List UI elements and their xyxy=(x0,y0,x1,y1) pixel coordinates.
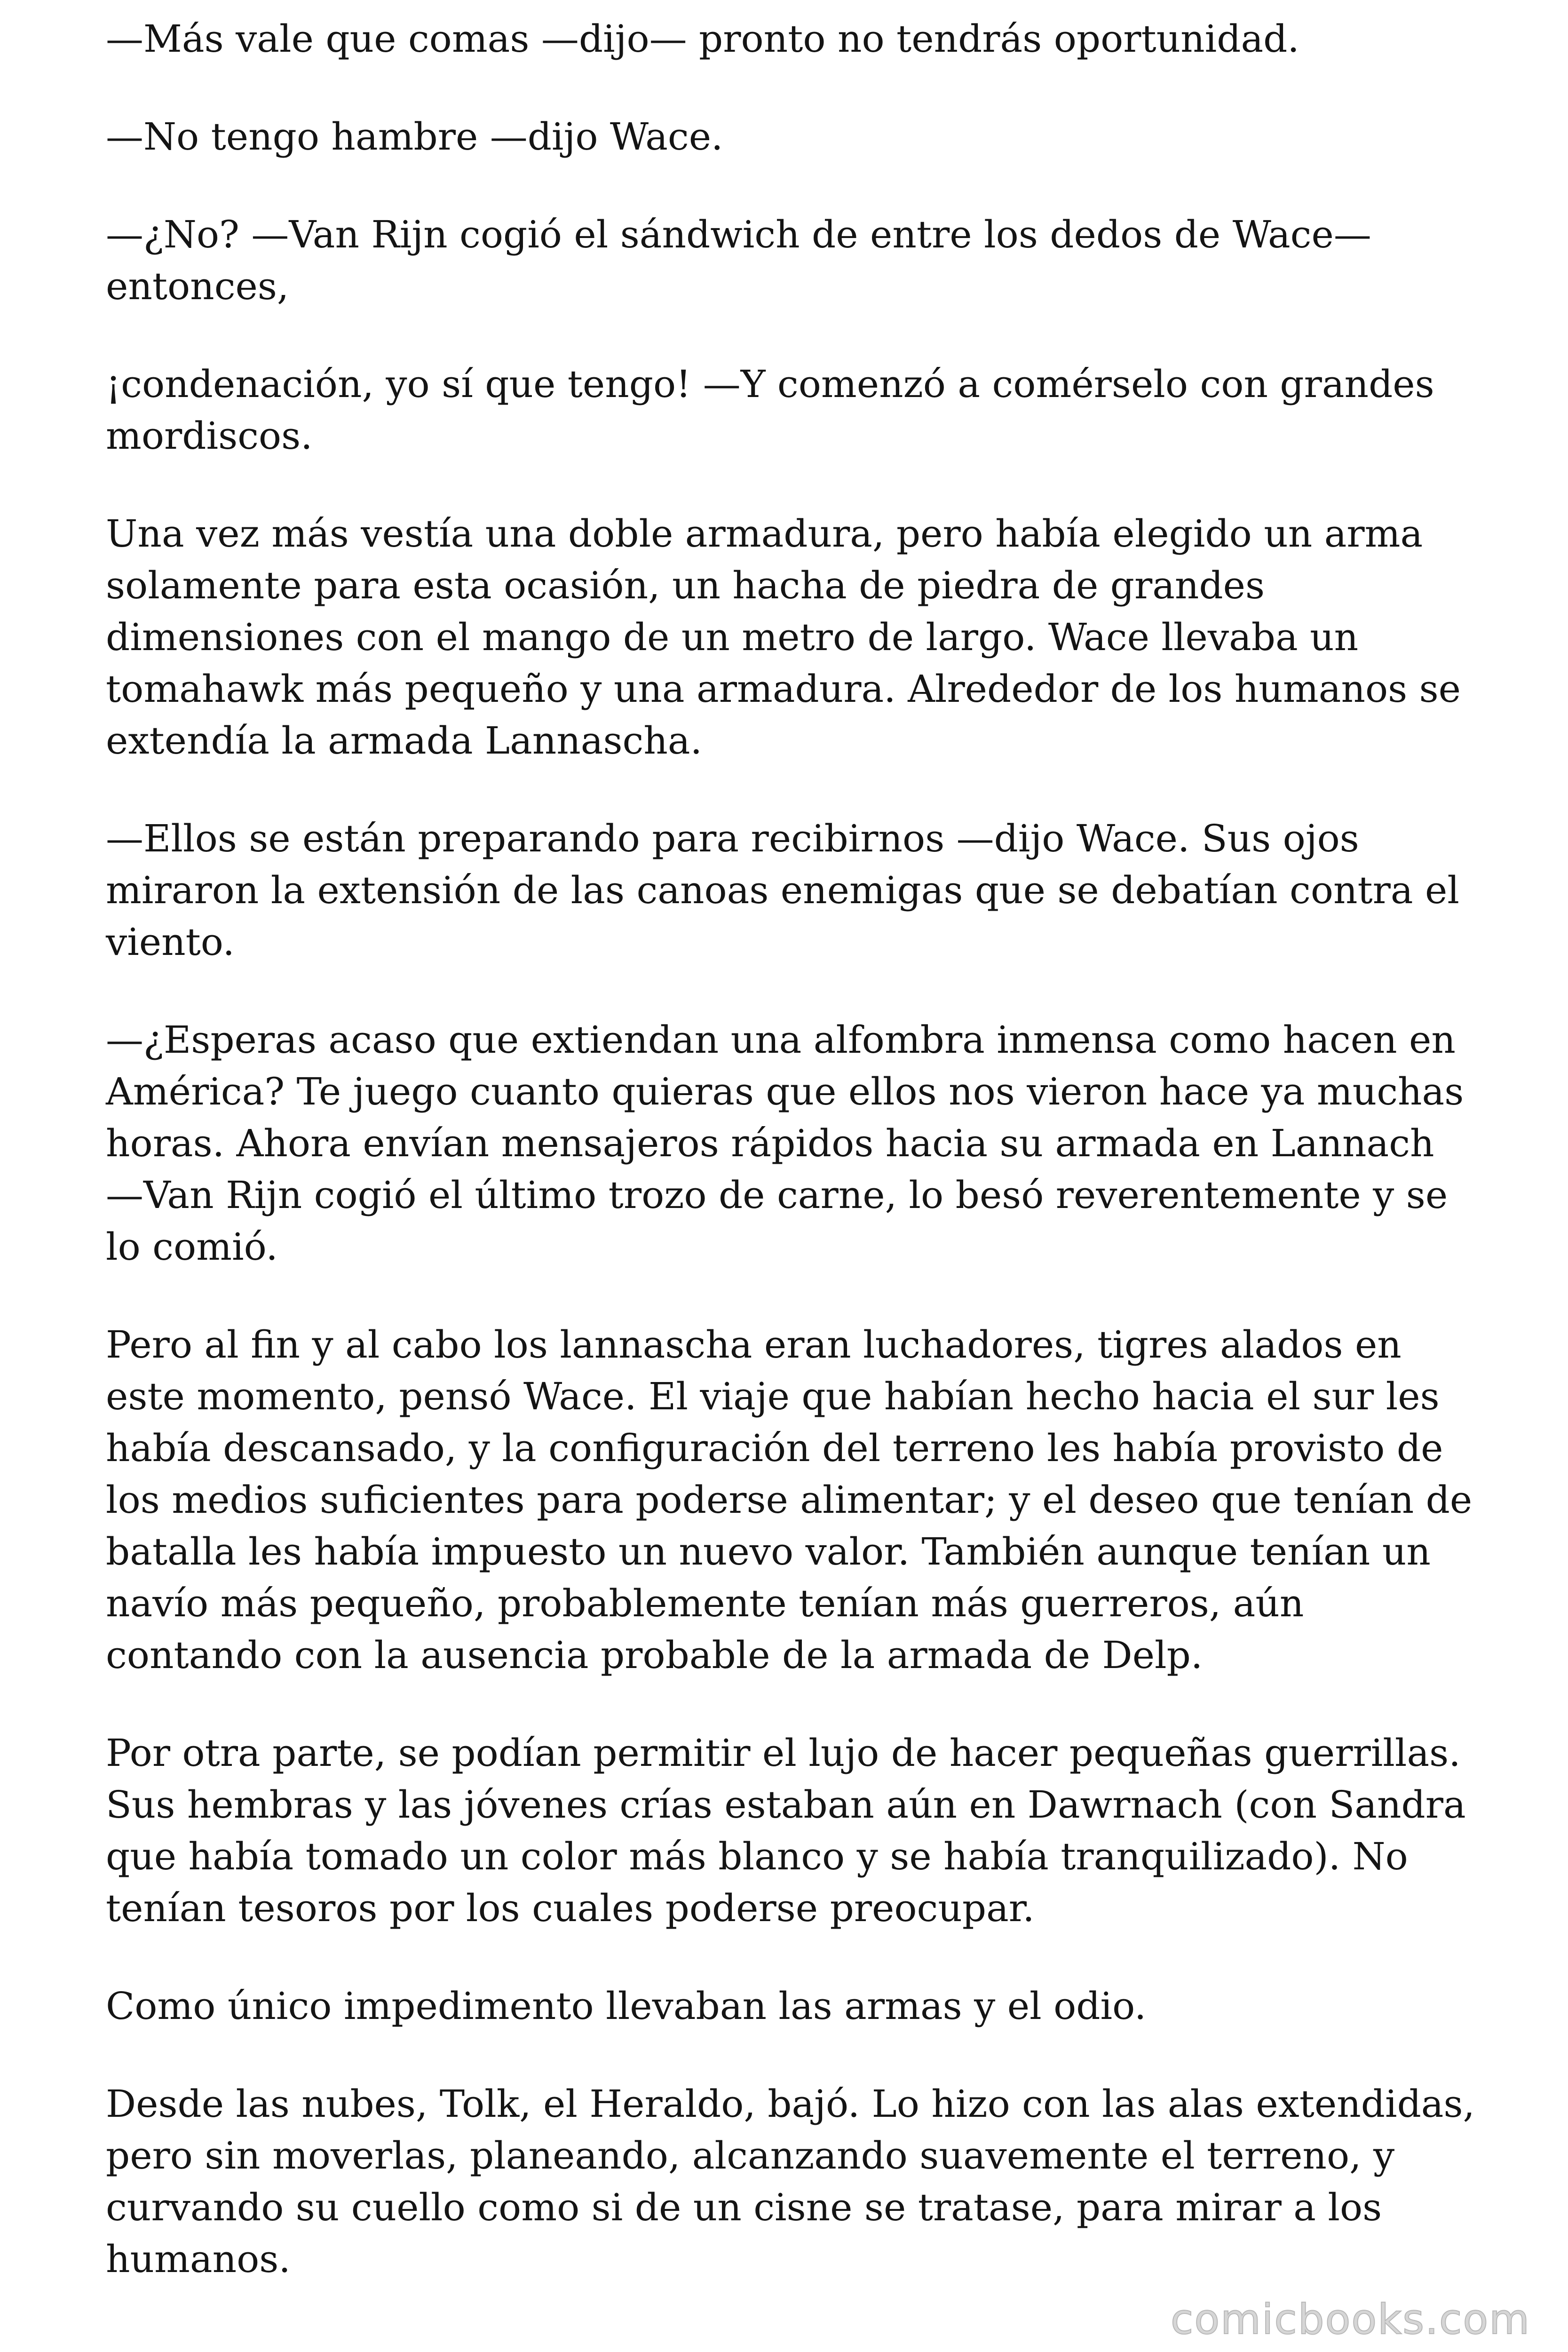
paragraph: —No tengo hambre —dijo Wace. xyxy=(106,115,723,159)
paragraph: Desde las nubes, Tolk, el Heraldo, bajó. Lo hizo con las alas extendidas, pero sin moverlas, planeando, alcanzando suavemente el terreno, y curvando su cuello como si de un cisne se tratase, para mirar a los humanos. xyxy=(106,2082,1475,2281)
paragraph: —¿Esperas acaso que extiendan una alfombra inmensa como hacen en América? Te juego cuanto quieras que ellos nos vieron hace ya muchas horas. Ahora envían mensajeros rápidos hacia su armada en Lannach —Van Rijn cogió el último trozo de carne, lo besó reverentemente y se lo comió. xyxy=(106,1018,1464,1269)
paragraph: —Más vale que comas —dijo— pronto no tendrás oportunidad. xyxy=(106,17,1299,61)
paragraph: —Ellos se están preparando para recibirnos —dijo Wace. Sus ojos miraron la extensión de las canoas enemigas que se debatían contra el viento. xyxy=(106,817,1459,964)
paragraph: Por otra parte, se podían permitir el lujo de hacer pequeñas guerrillas. Sus hembras y las jóvenes crías estaban aún en Dawrnach (con Sandra que había tomado un color más blanco y se había tranquilizado). No tenían tesoros por los cuales poderse preocupar. xyxy=(106,1731,1466,1930)
paragraph: ¡condenación, yo sí que tengo! —Y comenzó a comérselo con grandes mordiscos. xyxy=(106,362,1434,458)
paragraph: —¿No? —Van Rijn cogió el sándwich de entre los dedos de Wace— entonces, xyxy=(106,213,1371,308)
watermark: comicbooks.com xyxy=(1170,2295,1530,2344)
paragraph: Pero al fin y al cabo los lannascha eran luchadores, tigres alados en este momento, pensó Wace. El viaje que habían hecho hacia el sur les había descansado, y la configuración del terreno les había provisto de los medios suficientes para poderse alimentar; y el deseo que tenían de batalla les había impuesto un nuevo valor. También aunque tenían un navío más pequeño, probablemente tenían más guerreros, aún contando con la ausencia probable de la armada de Delp. xyxy=(106,1323,1473,1677)
paragraph: Como único impedimento llevaban las armas y el odio. xyxy=(106,1984,1147,2028)
text-column xyxy=(106,13,1479,2331)
paragraph: Una vez más vestía una doble armadura, pero había elegido un arma solamente para esta ocasión, un hacha de piedra de grandes dimensiones con el mango de un metro de largo. Wace llevaba un tomahawk más pequeño y una armadura. Alrededor de los humanos se extendía la armada Lannascha. xyxy=(106,512,1461,763)
